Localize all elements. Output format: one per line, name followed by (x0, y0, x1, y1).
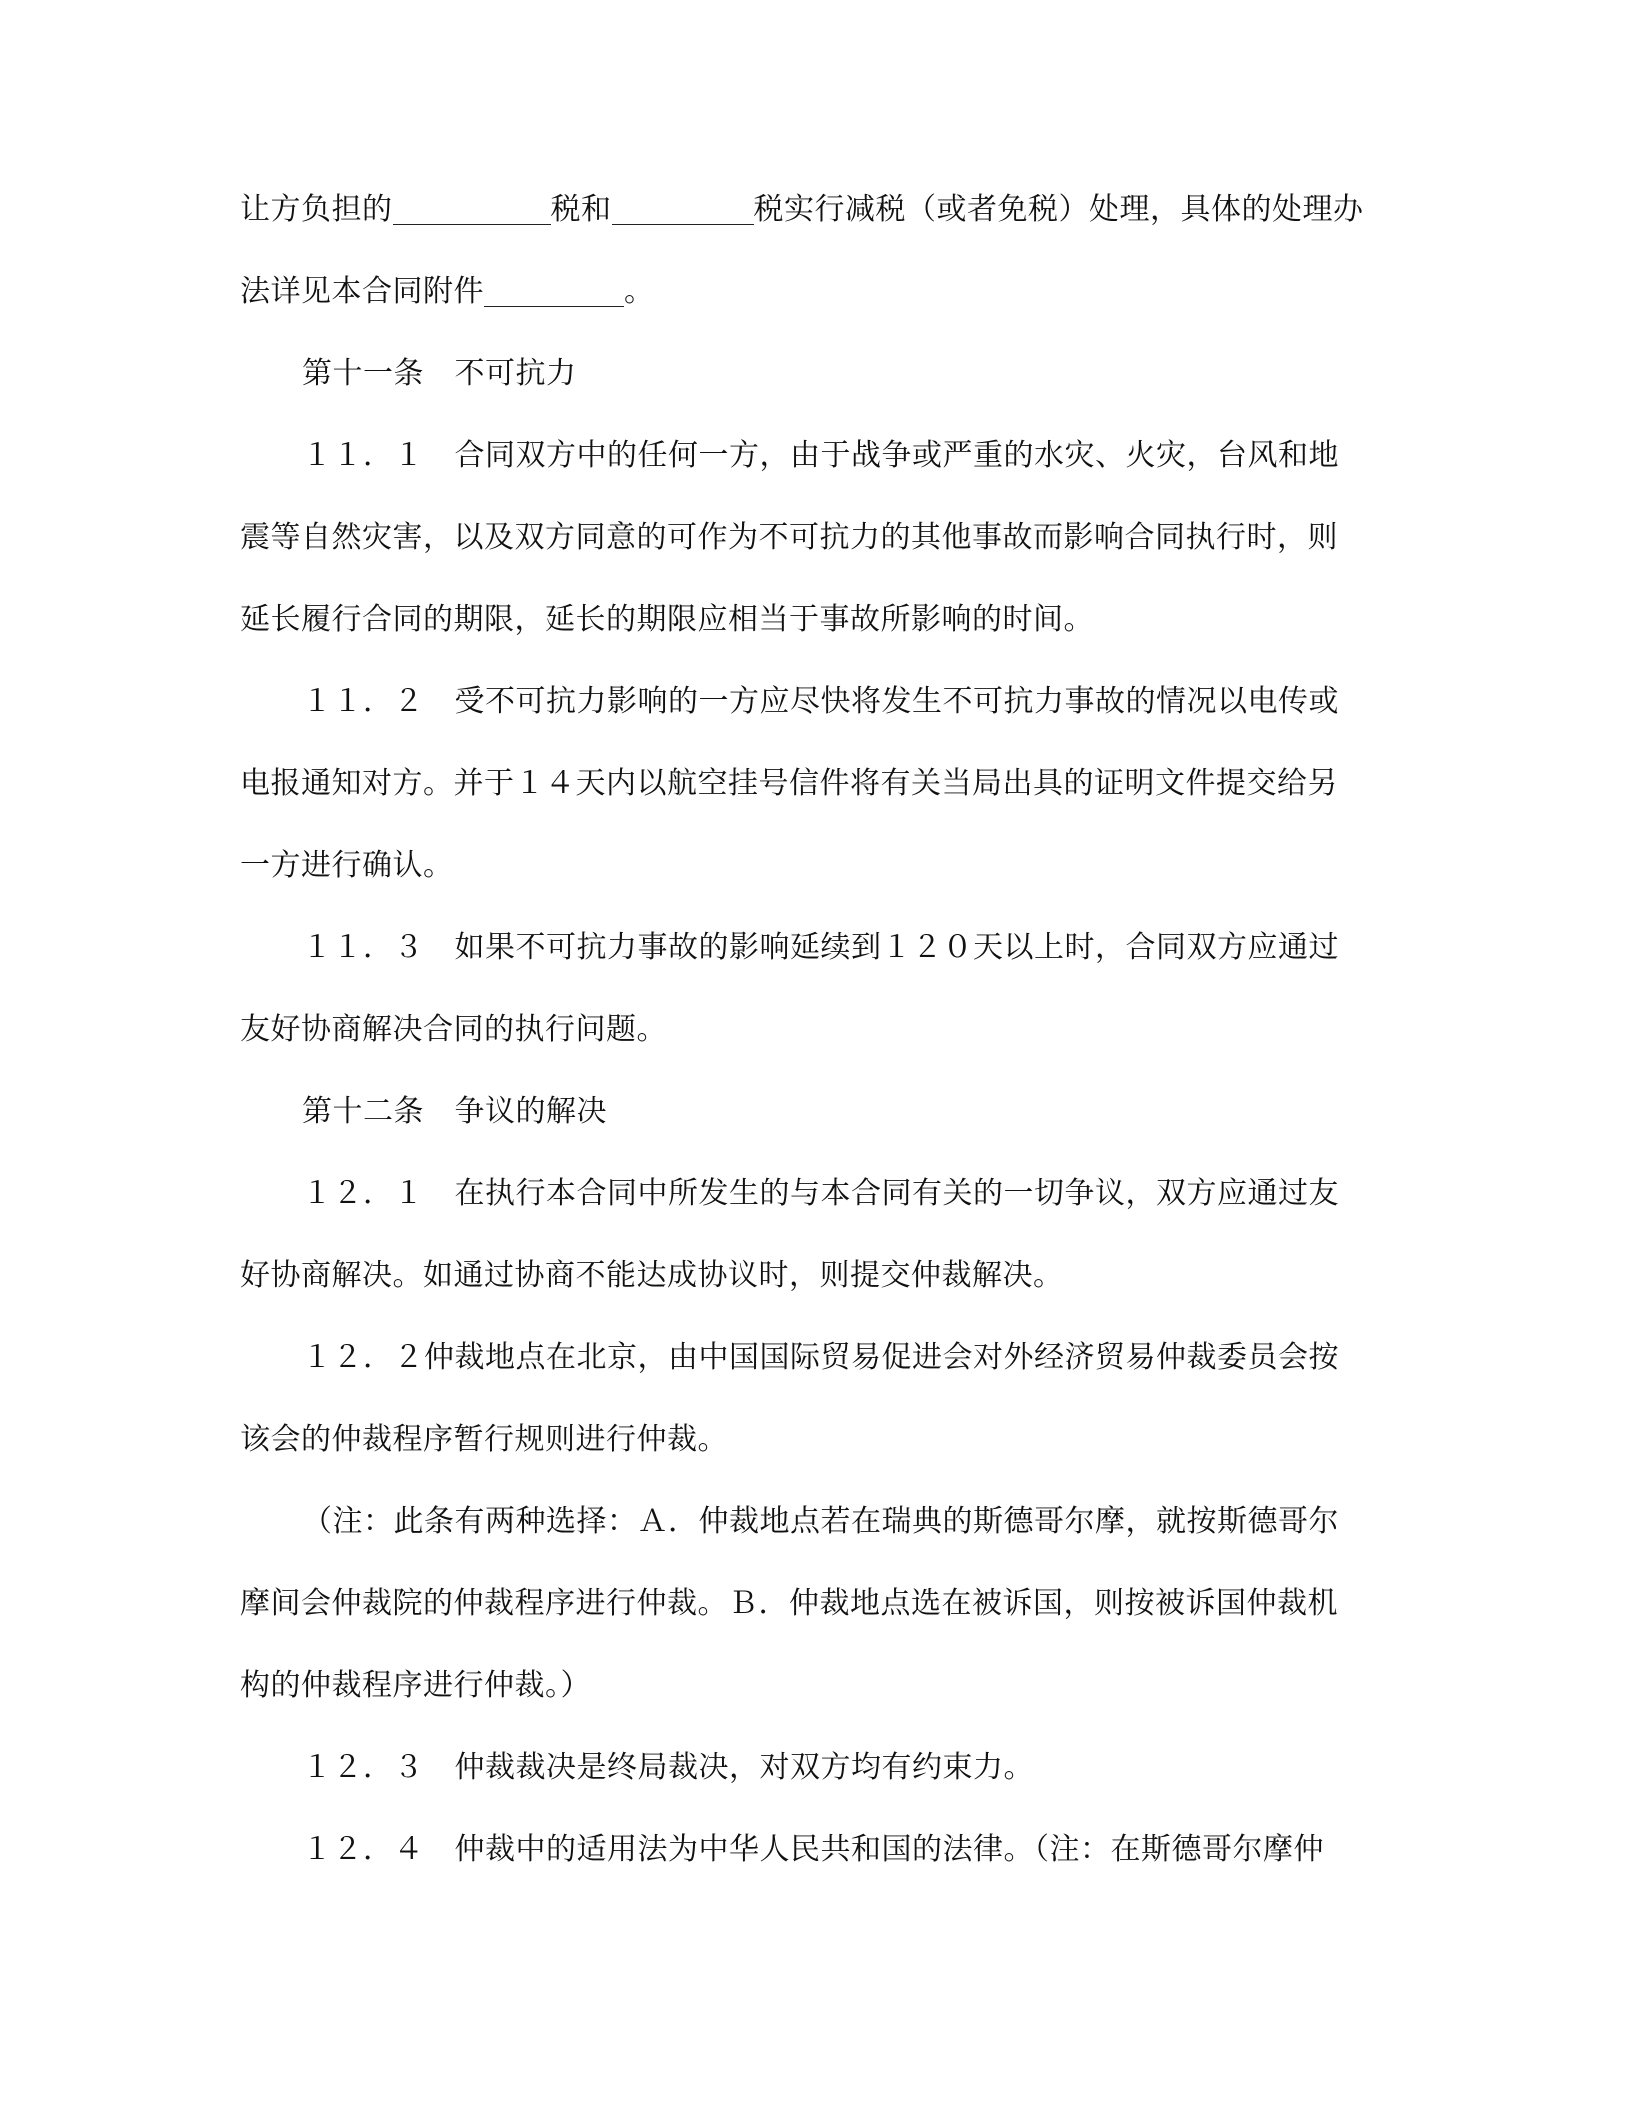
text-run: 税和 (550, 192, 612, 227)
paragraph-line: １２．４ 仲裁中的适用法为中华人民共和国的法律。（注：在斯德哥尔摩仲 (302, 1832, 1324, 1867)
fill-in-blank (393, 192, 551, 225)
paragraph-line: １２．２仲裁地点在北京，由中国国际贸易促进会对外经济贸易仲裁委员会按 (302, 1340, 1339, 1375)
paragraph-line: 延长履行合同的期限，延长的期限应相当于事故所影响的时间。 (240, 602, 1094, 637)
paragraph-line: １２．３ 仲裁裁决是终局裁决，对双方均有约束力。 (302, 1750, 1034, 1785)
paragraph-line (240, 188, 1364, 232)
text-run: 税实行减税（或者免税）处理，具体的处理办 (753, 192, 1364, 227)
paragraph-line: 电报通知对方。并于１４天内以航空挂号信件将有关当局出具的证明文件提交给另 (240, 766, 1338, 801)
paragraph-line: 一方进行确认。 (240, 848, 454, 883)
text-run: 法详见本合同附件 (240, 274, 484, 309)
note-line: 构的仲裁程序进行仲裁。） (240, 1668, 591, 1703)
paragraph-line: １１．３ 如果不可抗力事故的影响延续到１２０天以上时，合同双方应通过 (302, 930, 1339, 965)
paragraph-line: １１．１ 合同双方中的任何一方，由于战争或严重的水灾、火灾，台风和地 (302, 438, 1339, 473)
paragraph-line: １２．１ 在执行本合同中所发生的与本合同有关的一切争议，双方应通过友 (302, 1176, 1339, 1211)
paragraph-line: 友好协商解决合同的执行问题。 (240, 1012, 667, 1047)
fill-in-blank (484, 274, 624, 307)
section-heading: 第十一条 不可抗力 (302, 356, 577, 391)
paragraph-line: 该会的仲裁程序暂行规则进行仲裁。 (240, 1422, 728, 1457)
note-line: （注：此条有两种选择：Ａ．仲裁地点若在瑞典的斯德哥尔摩，就按斯德哥尔 (302, 1504, 1339, 1539)
text-run: 让方负担的 (240, 192, 393, 227)
fill-in-blank (612, 192, 754, 225)
paragraph-line (240, 270, 655, 314)
section-heading: 第十二条 争议的解决 (302, 1094, 607, 1129)
paragraph-line: 震等自然灾害，以及双方同意的可作为不可抗力的其他事故而影响合同执行时，则 (240, 520, 1338, 555)
paragraph-line: １１．２ 受不可抗力影响的一方应尽快将发生不可抗力事故的情况以电传或 (302, 684, 1339, 719)
note-line: 摩间会仲裁院的仲裁程序进行仲裁。Ｂ．仲裁地点选在被诉国，则按被诉国仲裁机 (240, 1586, 1338, 1621)
text-run: 。 (624, 274, 655, 309)
paragraph-line: 好协商解决。如通过协商不能达成协议时，则提交仲裁解决。 (240, 1258, 1064, 1293)
